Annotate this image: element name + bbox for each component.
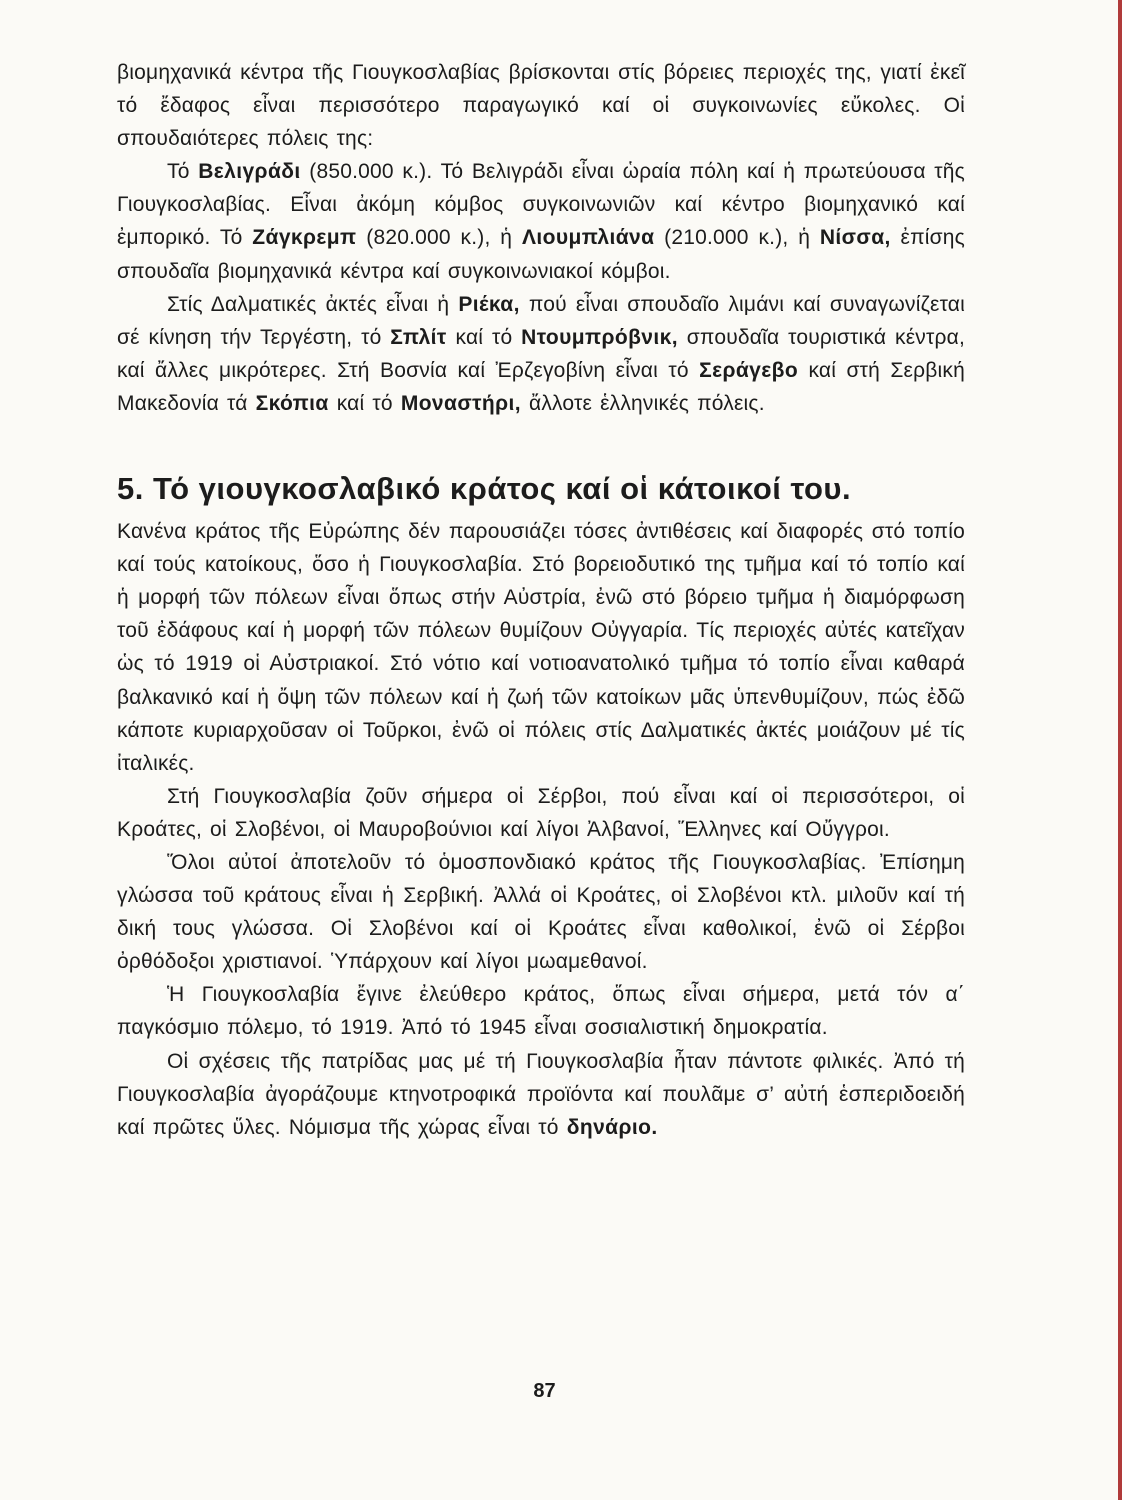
paragraph	[117, 515, 965, 780]
paragraph	[117, 155, 965, 287]
page-number: 87	[533, 1380, 556, 1402]
bold-term: Νίσσα,	[819, 226, 891, 250]
page-content	[117, 56, 965, 1144]
paragraphs-before-section	[117, 56, 965, 420]
text-run: ἐπίσης σπουδαῖα βιομηχανικά κέντρα καί συγκοινωνιακοί κόμβοι.	[117, 226, 966, 283]
paragraph	[117, 846, 965, 978]
text-run: πού εἶναι σπουδαῖο λιμάνι καί συναγωνίζεται σέ κίνηση τήν Τεργέστη, τό	[117, 292, 965, 349]
text-run: (850.000 κ.). Τό Βελιγράδι εἶναι ὡραία πόλη καί ἡ πρωτεύουσα τῆς Γιουγκοσλαβίας. Εἶναι ἀκόμη κόμβος συγκοινωνιῶν καί κέντρο βιομηχανικό καί ἐμπορικό. Τό	[117, 160, 966, 250]
section-heading: 5. Τό γιουγκοσλαβικό κράτος καί οἱ κάτοικοί του.	[117, 471, 852, 507]
bold-term: Σπλίτ	[390, 325, 447, 349]
paragraph	[117, 780, 965, 846]
text-run: (210.000 κ.), ἡ	[654, 226, 820, 250]
text-run: Ἡ Γιουγκοσλαβία ἔγινε ἐλεύθερο κράτος, ὅπως εἶναι σήμερα, μετά τόν α΄ παγκόσμιο πόλεμο, τό 1919. Ἀπό τό 1945 εἶναι σοσιαλιστική δημοκρατία.	[117, 983, 965, 1040]
text-run: καί τό	[328, 391, 401, 415]
bold-term: Ριέκα,	[458, 292, 520, 316]
bold-term: Μοναστήρι,	[400, 391, 521, 415]
text-run: καί στή Σερβική Μακεδονία τά	[117, 358, 965, 415]
bold-term: Λιουμπλιάνα	[521, 226, 655, 250]
bold-term: Σεράγεβο	[699, 358, 799, 382]
paragraphs-after-section	[117, 515, 965, 1144]
bold-term: Ζάγκρεμπ	[252, 226, 357, 250]
text-run: βιομηχανικά κέντρα τῆς Γιουγκοσλαβίας βρίσκονται στίς βόρειες περιοχές της, γιατί ἐκεῖ τό ἔδαφος εἶναι περισσότερο παραγωγικό καί οἱ συγκοινωνίες εὔκολες. Οἱ σπουδαιότερες πόλεις της:	[117, 61, 965, 151]
bold-term: Σκόπια	[255, 391, 329, 415]
paragraph	[117, 288, 965, 420]
text-run: σπουδαῖα τουριστικά κέντρα, καί ἄλλες μικρότερες. Στή Βοσνία καί Ἐρζεγοβίνη εἶναι τό	[117, 325, 965, 382]
text-run: Ὅλοι αὐτοί ἀποτελοῦν τό ὁμοσπονδιακό κράτος τῆς Γιουγκοσλαβίας. Ἐπίσημη γλώσσα τοῦ κράτους εἶναι ἡ Σερβική. Ἀλλά οἱ Κροάτες, οἱ Σλοβένοι κτλ. μιλοῦν καί τή δική τους γλώσσα. Οἱ Σλοβένοι καί οἱ Κροάτες εἶναι καθολικοί, ἐνῶ οἱ Σέρβοι ὀρθόδοξοι χριστιανοί. Ὑπάρχουν καί λίγοι μωαμεθανοί.	[117, 850, 965, 974]
bold-term: Ντουμπρόβνικ,	[521, 325, 678, 349]
bold-term: Βελιγράδι	[198, 160, 301, 184]
text-run: Κανένα κράτος τῆς Εὐρώπης δέν παρουσιάζει τόσες ἀντιθέσεις καί διαφορές στό τοπίο καί τούς κατοίκους, ὅσο ἡ Γιουγκοσλαβία. Στό βορειοδυτικό της τμῆμα καί τό τοπίο καί ἡ μορφή τῶν πόλεων εἶναι ὅπως στήν Αὐστρία, ἐνῶ στό βόρειο τμῆμα ἡ διαμόρφωση τοῦ ἐδάφους καί ἡ μορφή τῶν πόλεων θυμίζουν Οὐγγαρία. Τίς περιοχές αὐτές κατεῖχαν ὡς τό 1919 οἱ Αὐστριακοί. Στό νότιο καί νοτιοανατολικό τμῆμα τό τοπίο εἶναι καθαρά βαλκανικό καί ἡ ὄψη τῶν πόλεων καί ἡ ζωή τῶν κατοίκων μᾶς ὑπενθυμίζουν, πώς ἐδῶ κάποτε κυριαρχοῦσαν οἱ Τοῦρκοι, ἐνῶ οἱ πόλεις στίς Δαλματικές ἀκτές μοιάζουν μέ τίς ἰταλικές.	[117, 520, 965, 775]
paragraph	[117, 1045, 965, 1144]
text-run: Οἱ σχέσεις τῆς πατρίδας μας μέ τή Γιουγκοσλαβία ἦταν πάντοτε φιλικές. Ἀπό τή Γιουγκοσλαβία ἀγοράζουμε κτηνοτροφικά προϊόντα καί πουλᾶμε σ’ αὐτή ἑσπεριδοειδή καί πρῶτες ὕλες. Νόμισμα τῆς χώρας εἶναι τό	[117, 1049, 965, 1139]
text-run: καί τό	[446, 325, 522, 349]
text-run: Στίς Δαλματικές ἀκτές εἶναι ἡ	[167, 292, 459, 316]
paragraph	[117, 978, 965, 1044]
text-run: Τό	[167, 160, 199, 184]
text-run: (820.000 κ.), ἡ	[356, 226, 522, 250]
text-run: ἄλλοτε ἑλληνικές πόλεις.	[520, 391, 765, 415]
bold-term: δηνάριο.	[566, 1115, 658, 1139]
text-run: Στή Γιουγκοσλαβία ζοῦν σήμερα οἱ Σέρβοι, πού εἶναι καί οἱ περισσότεροι, οἱ Κροάτες, οἱ Σλοβένοι, οἱ Μαυροβούνιοι καί λίγοι Ἀλβανοί, Ἕλληνες καί Οὔγγροι.	[117, 784, 965, 841]
paragraph	[117, 56, 965, 155]
